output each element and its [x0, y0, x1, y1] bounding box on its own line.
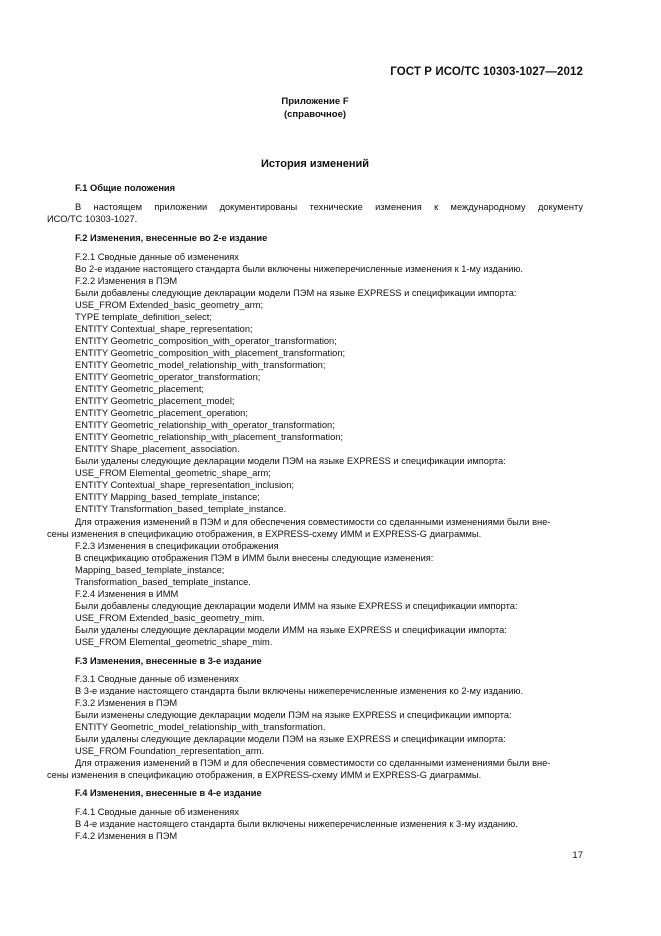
- code-line: ENTITY Contextual_shape_representation;: [75, 324, 253, 334]
- paragraph-line: Во 2-е издание настоящего стандарта были включены нижеперечисленные изменения к 1-му изданию.: [75, 264, 523, 274]
- subsection-title: F.4.2 Изменения в ПЭМ: [75, 831, 178, 841]
- code-line: USE_FROM Extended_basic_geometry_mim.: [75, 613, 265, 623]
- paragraph-line: Были добавлены следующие декларации модели ИММ на языке EXPRESS и спецификации импорта:: [75, 601, 518, 611]
- code-line: USE_FROM Foundation_representation_arm.: [75, 746, 265, 756]
- code-line: ENTITY Mapping_based_template_instance;: [75, 492, 260, 502]
- paragraph-line: Были удалены следующие декларации модели ИММ на языке EXPRESS и спецификации импорта:: [75, 625, 507, 635]
- code-line: ENTITY Geometric_placement;: [75, 384, 204, 394]
- code-line: USE_FROM Elemental_geometric_shape_arm;: [75, 468, 271, 478]
- subsection-title: F.2.1 Сводные данные об изменениях: [75, 252, 239, 262]
- code-line: TYPE template_definition_select;: [75, 312, 212, 322]
- paragraph-line: Были изменены следующие декларации модели ПЭМ на языке EXPRESS и спецификации импорта:: [75, 710, 512, 720]
- section-heading: F.3 Изменения, внесенные в 3-е издание: [75, 656, 262, 666]
- code-line: Transformation_based_template_instance.: [75, 577, 251, 587]
- paragraph-line: Для отражения изменений в ПЭМ и для обеспечения совместимости со сделанными изменениями были вне-: [75, 758, 551, 768]
- paragraph-line: сены изменения в спецификацию отображения, в EXPRESS-схему ИММ и EXPRESS-G диаграммы.: [47, 529, 482, 539]
- paragraph-line: В 4-е издание настоящего стандарта были включены нижеперечисленные изменения к 3-му изданию.: [75, 819, 518, 829]
- paragraph-line: В настоящем приложении документированы технические изменения к международному документу: [75, 202, 583, 212]
- code-line: ENTITY Shape_placement_association.: [75, 444, 240, 454]
- paragraph-line: ИСО/ТС 10303-1027.: [47, 214, 138, 224]
- paragraph-line: В 3-е издание настоящего стандарта были включены нижеперечисленные изменения ко 2-му изданию.: [75, 686, 524, 696]
- code-line: ENTITY Geometric_operator_transformation;: [75, 372, 261, 382]
- section-heading: F.4 Изменения, внесенные в 4-е издание: [75, 788, 262, 798]
- code-line: ENTITY Contextual_shape_representation_inclusion;: [75, 480, 294, 490]
- section-heading: F.2 Изменения, внесенные во 2-е издание: [75, 233, 268, 243]
- paragraph-line: сены изменения в спецификацию отображения, в EXPRESS-схему ИММ и EXPRESS-G диаграммы.: [47, 770, 482, 780]
- code-line: ENTITY Transformation_based_template_instance.: [75, 504, 287, 514]
- code-line: ENTITY Geometric_model_relationship_with_transformation;: [75, 360, 326, 370]
- page-title: История изменений: [260, 158, 370, 170]
- code-line: ENTITY Geometric_placement_model;: [75, 396, 235, 406]
- code-line: ENTITY Geometric_relationship_with_operator_transformation;: [75, 420, 335, 430]
- paragraph-line: Были добавлены следующие декларации модели ПЭМ на языке EXPRESS и спецификации импорта:: [75, 288, 517, 298]
- paragraph-line: Были удалены следующие декларации модели ПЭМ на языке EXPRESS и спецификации импорта:: [75, 734, 506, 744]
- code-line: ENTITY Geometric_placement_operation;: [75, 408, 248, 418]
- subsection-title: F.3.1 Сводные данные об изменениях: [75, 674, 239, 684]
- page-number: 17: [572, 850, 583, 861]
- document-id: ГОСТ Р ИСО/ТС 10303-1027—2012: [390, 66, 583, 78]
- code-line: USE_FROM Elemental_geometric_shape_mim.: [75, 637, 273, 647]
- code-line: ENTITY Geometric_composition_with_operator_transformation;: [75, 336, 337, 346]
- subsection-title: F.3.2 Изменения в ПЭМ: [75, 698, 178, 708]
- section-heading: F.1 Общие положения: [75, 183, 176, 193]
- appendix-note: (справочное): [283, 109, 347, 120]
- code-line: ENTITY Geometric_relationship_with_placement_transformation;: [75, 432, 344, 442]
- code-line: ENTITY Geometric_composition_with_placement_transformation;: [75, 348, 346, 358]
- paragraph-line: В спецификацию отображения ПЭМ в ИММ были внесены следующие изменения:: [75, 553, 434, 563]
- subsection-title: F.2.3 Изменения в спецификации отображения: [75, 541, 279, 551]
- appendix-label: Приложение F: [281, 96, 349, 107]
- subsection-title: F.2.2 Изменения в ПЭМ: [75, 276, 178, 286]
- code-line: ENTITY Geometric_model_relationship_with_transformation.: [75, 722, 326, 732]
- subsection-title: F.4.1 Сводные данные об изменениях: [75, 807, 239, 817]
- paragraph-line: Были удалены следующие декларации модели ПЭМ на языке EXPRESS и спецификации импорта:: [75, 456, 506, 466]
- paragraph-line: Для отражения изменений в ПЭМ и для обеспечения совместимости со сделанными изменениями были вне-: [75, 517, 551, 527]
- subsection-title: F.2.4 Изменения в ИММ: [75, 589, 179, 599]
- code-line: Mapping_based_template_instance;: [75, 565, 225, 575]
- code-line: USE_FROM Extended_basic_geometry_arm;: [75, 300, 264, 310]
